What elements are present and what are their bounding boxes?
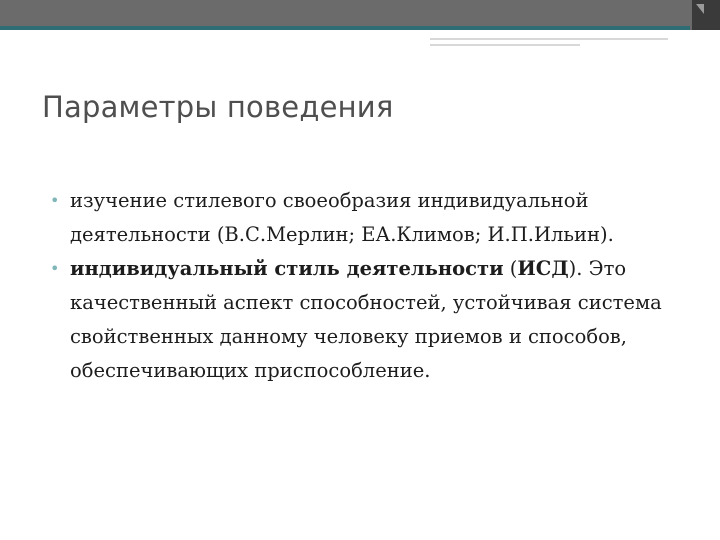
bullet-text: ). Это качественный аспект способностей, устойчивая система свойственных данному человеку приемов и способов, обеспечивающих приспособление. xyxy=(70,257,662,382)
decorative-line xyxy=(430,38,668,40)
bullet-text: изучение стилевого своеобразия индивидуальной деятельности (В.С.Мерлин; ЕА.Климов; И.П.Ильин). xyxy=(70,189,614,246)
header-accent-stripe xyxy=(0,26,690,30)
bullet-icon: • xyxy=(50,259,60,278)
bullet-item xyxy=(50,252,690,388)
bullet-bold-term: индивидуальный стиль деятельности xyxy=(70,257,504,280)
decorative-line xyxy=(430,44,580,46)
corner-fold-icon xyxy=(696,4,704,14)
bullet-bold-abbr: ИСД xyxy=(517,257,569,280)
slide-title: Параметры поведения xyxy=(42,90,394,124)
bullet-paren: ( xyxy=(503,257,518,280)
bullet-list xyxy=(50,184,690,388)
bullet-icon: • xyxy=(50,191,60,210)
bullet-item xyxy=(50,184,690,252)
